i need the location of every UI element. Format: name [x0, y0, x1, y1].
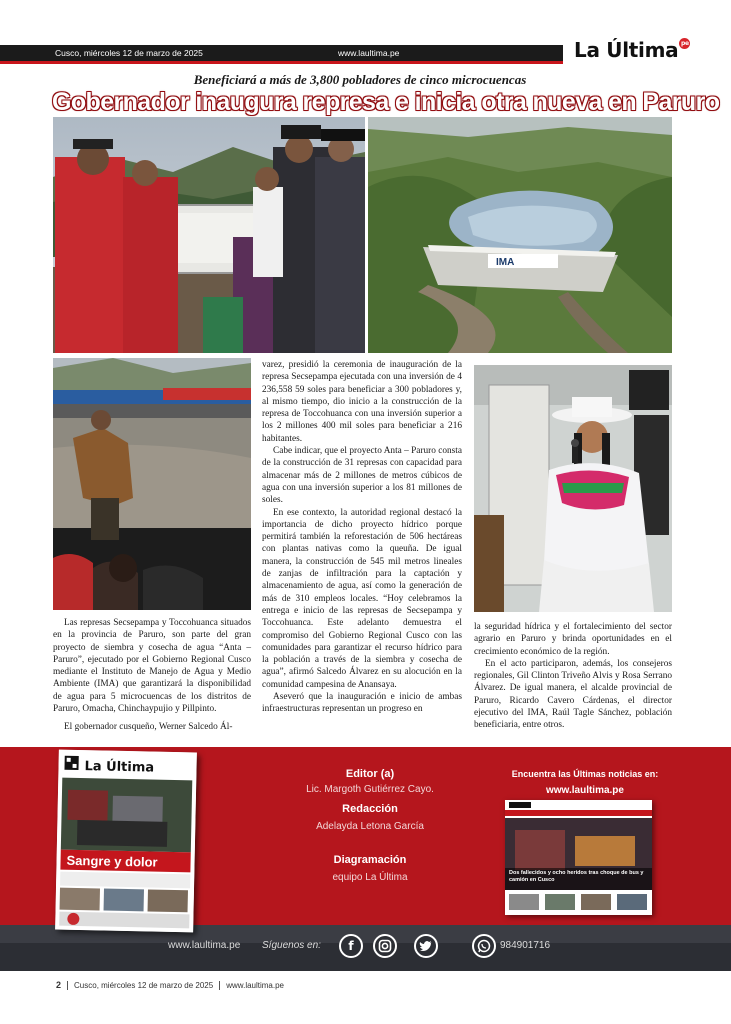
footer-social-bar — [0, 943, 731, 971]
paragraph: En ese contexto, la autoridad regional destacó la importancia de dicho proyecto hídrico porque permitirá también la reforestación de 506 hectáreas con plantas nativas como la queuña. De igual manera, la construcción de 545 mil metros lineales de zanjas de infiltración para la captación y almacenamiento de agua, así como la generación de más de 310 empleos locales. “Hoy celebramos la entrega e inicio de las represas de Secsepampa y Toccohuanca. Este adelanto demuestra el compromiso del Gobierno Regional Cusco con las comunidades para garantizar el recurso hídrico para la población a través de la siembra y cosecha de agua”, afirmó Salcedo Álvarez en su alocución en la comunidad campesina de Anansaya. — [262, 507, 462, 690]
magazine-cover-art — [55, 750, 197, 933]
credit-redaccion-label: Redacción — [342, 803, 398, 815]
article-column-1 — [53, 617, 251, 734]
credit-editor-label: Editor (a) — [345, 768, 395, 780]
separator — [219, 981, 220, 990]
article-column-2 — [262, 359, 462, 716]
brand-logo[interactable] — [574, 38, 690, 62]
logo-badge: pe — [680, 40, 689, 47]
instagram-glyph — [378, 939, 392, 953]
follow-label: Síguenos en: — [262, 940, 321, 951]
credit-diagramacion-label: Diagramación — [333, 854, 407, 866]
mag-headline: Sangre y dolor — [66, 852, 158, 870]
paragraph: Aseveró que la inauguración e inicio de ambas infraestructuras representan un progreso en — [262, 692, 462, 715]
credit-redaccion-name: Adelayda Letona García — [316, 821, 424, 832]
page-footer — [56, 980, 284, 990]
paragraph: El gobernador cusqueño, Werner Salcedo Ál- — [64, 722, 233, 733]
whatsapp-icon[interactable] — [472, 934, 496, 958]
article-headline: Gobernador inaugura represa e inicia otra nueva en Paruro — [52, 88, 720, 116]
photo-dam-aerial — [368, 117, 672, 353]
photo-woman-speaking — [474, 365, 672, 612]
credit-editor-name: Lic. Margoth Gutiérrez Cayo. — [306, 784, 434, 795]
credit-diagramacion-name: equipo La Última — [332, 872, 408, 883]
site-headline: Dos fallecidos y ocho heridos tras choque de bus y camión en Cusco — [509, 870, 644, 883]
facebook-icon[interactable]: f — [339, 934, 363, 958]
paragraph: Cabe indicar, que el proyecto Anta – Paruro consta de la construcción de 31 represas con capacidad para almacenar más de 2 millones de metros cúbicos de agua con una inversión superior a los 81 millones de soles. — [262, 446, 462, 506]
photo-plaque-unveiling — [53, 117, 365, 353]
website-screenshot[interactable] — [505, 800, 652, 915]
whatsapp-glyph — [477, 939, 491, 953]
news-promo-url[interactable]: www.laultima.pe — [546, 785, 624, 796]
twitter-glyph — [419, 940, 433, 952]
news-promo-label: Encuentra las Últimas noticias en: — [511, 769, 659, 779]
paragraph: la seguridad hídrica y el fortalecimiento del sector agrario en Paruro y brinda oportunidades en el crecimiento económico de la región. — [474, 622, 672, 657]
dam-sign-text: IMA — [496, 257, 515, 268]
header-date: Cusco, miércoles 12 de marzo de 2025 — [55, 48, 203, 58]
logo-text: La Última — [574, 38, 679, 62]
instagram-icon[interactable] — [373, 934, 397, 958]
photo-governor-standing — [53, 358, 251, 610]
twitter-icon[interactable] — [414, 934, 438, 958]
paragraph: varez, presidió la ceremonia de inauguración de la represa Secsepampa ejecutada con una inversión de 4 236,558 59 soles para beneficiar a 300 pobladores y, al mismo tiempo, dio inicio a la construcción de la represa de Toccohuanca con una inversión superior a los 2 millones 400 mil soles para beneficiar a 216 habitantes. — [262, 360, 462, 444]
article-kicker: Beneficiará a más de 3,800 pobladores de cinco microcuencas — [193, 72, 527, 87]
page-footer-url[interactable]: www.laultima.pe — [226, 981, 285, 990]
magazine-cover[interactable] — [55, 750, 197, 933]
paragraph: En el acto participaron, además, los consejeros regionales, Gil Clinton Triveño Alvis y Rosa Serrano Álvarez. De igual manera, el alcalde provincial de Paruro, Ricardo Cavero Cárdenas, el director ejecutivo del IMA, Raúl Tagle Sánchez, población beneficiaria, entre otros. — [474, 658, 672, 731]
phone-number[interactable]: 984901716 — [500, 940, 551, 951]
mag-logo: La Última — [84, 759, 155, 776]
page-number: 2 — [56, 980, 62, 990]
website-screenshot-art — [505, 800, 652, 915]
separator — [67, 981, 68, 990]
paragraph: Las represas Secsepampa y Toccohuanca situados en la provincia de Paruro, son parte del gran proyecto de siembra y cosecha de agua “Anta – Paruro”, ejecutado por el Gobierno Regional Cusco mediante el Instituto de Manejo de Agua y Medio Ambiente (IMA) que garantizará la disponibilidad de agua para 5 microcuencas de los distritos de Paruro, Omacha, Chinchaypujio y Pillpinto. — [53, 618, 251, 715]
social-site-url[interactable]: www.laultima.pe — [168, 940, 241, 951]
page-footer-date: Cusco, miércoles 12 de marzo de 2025 — [74, 981, 214, 990]
header-url[interactable]: www.laultima.pe — [338, 48, 400, 58]
article-column-3 — [474, 621, 672, 732]
